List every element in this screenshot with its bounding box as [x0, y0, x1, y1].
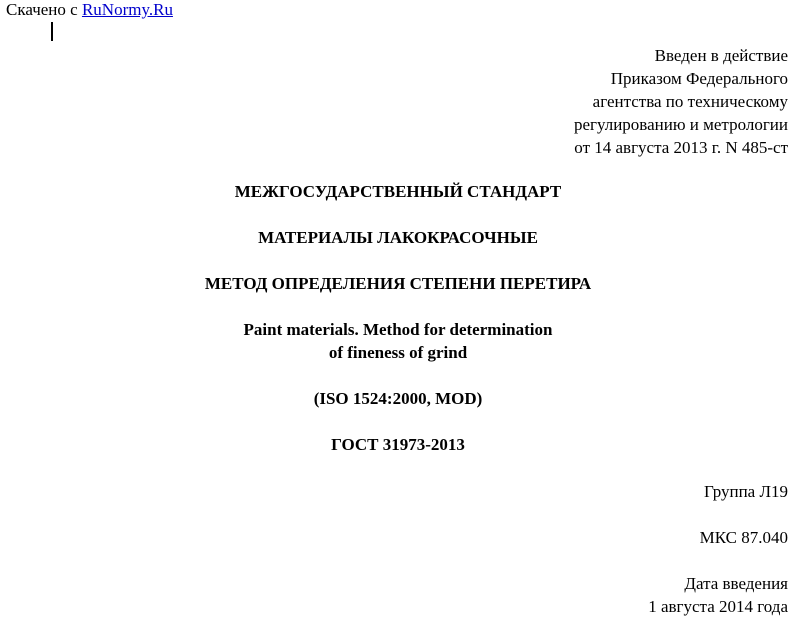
approval-line: Приказом Федерального [610, 69, 788, 88]
standard-name-line2: МЕТОД ОПРЕДЕЛЕНИЯ СТЕПЕНИ ПЕРЕТИРА [204, 274, 592, 293]
standard-name-line1: МАТЕРИАЛЫ ЛАКОКРАСОЧНЫЕ [258, 228, 538, 247]
intro-date-label: Дата введения [684, 574, 788, 593]
group-code: Группа Л19 [703, 482, 788, 501]
approval-line: регулированию и метрологии [573, 115, 788, 134]
english-title-line1: Paint materials. Method for determination [243, 320, 553, 339]
english-title-line2: of fineness of grind [328, 343, 468, 362]
standard-type-heading: МЕЖГОСУДАРСТВЕННЫЙ СТАНДАРТ [234, 182, 562, 201]
gost-number: ГОСТ 31973-2013 [331, 435, 465, 454]
download-source-prefix: Скачено с [6, 0, 82, 19]
approval-line: агентства по техническому [592, 92, 788, 111]
approval-line: Введен в действие [654, 46, 788, 65]
runormy-link[interactable]: RuNormy.Ru [81, 0, 173, 19]
mks-code: МКС 87.040 [699, 528, 788, 547]
download-source-line [6, 0, 173, 20]
intro-date-value: 1 августа 2014 года [648, 597, 788, 616]
approval-block [574, 44, 788, 159]
approval-line: от 14 августа 2013 г. N 485-ст [574, 138, 788, 157]
text-cursor [51, 22, 53, 41]
iso-reference: (ISO 1524:2000, MOD) [313, 389, 483, 408]
